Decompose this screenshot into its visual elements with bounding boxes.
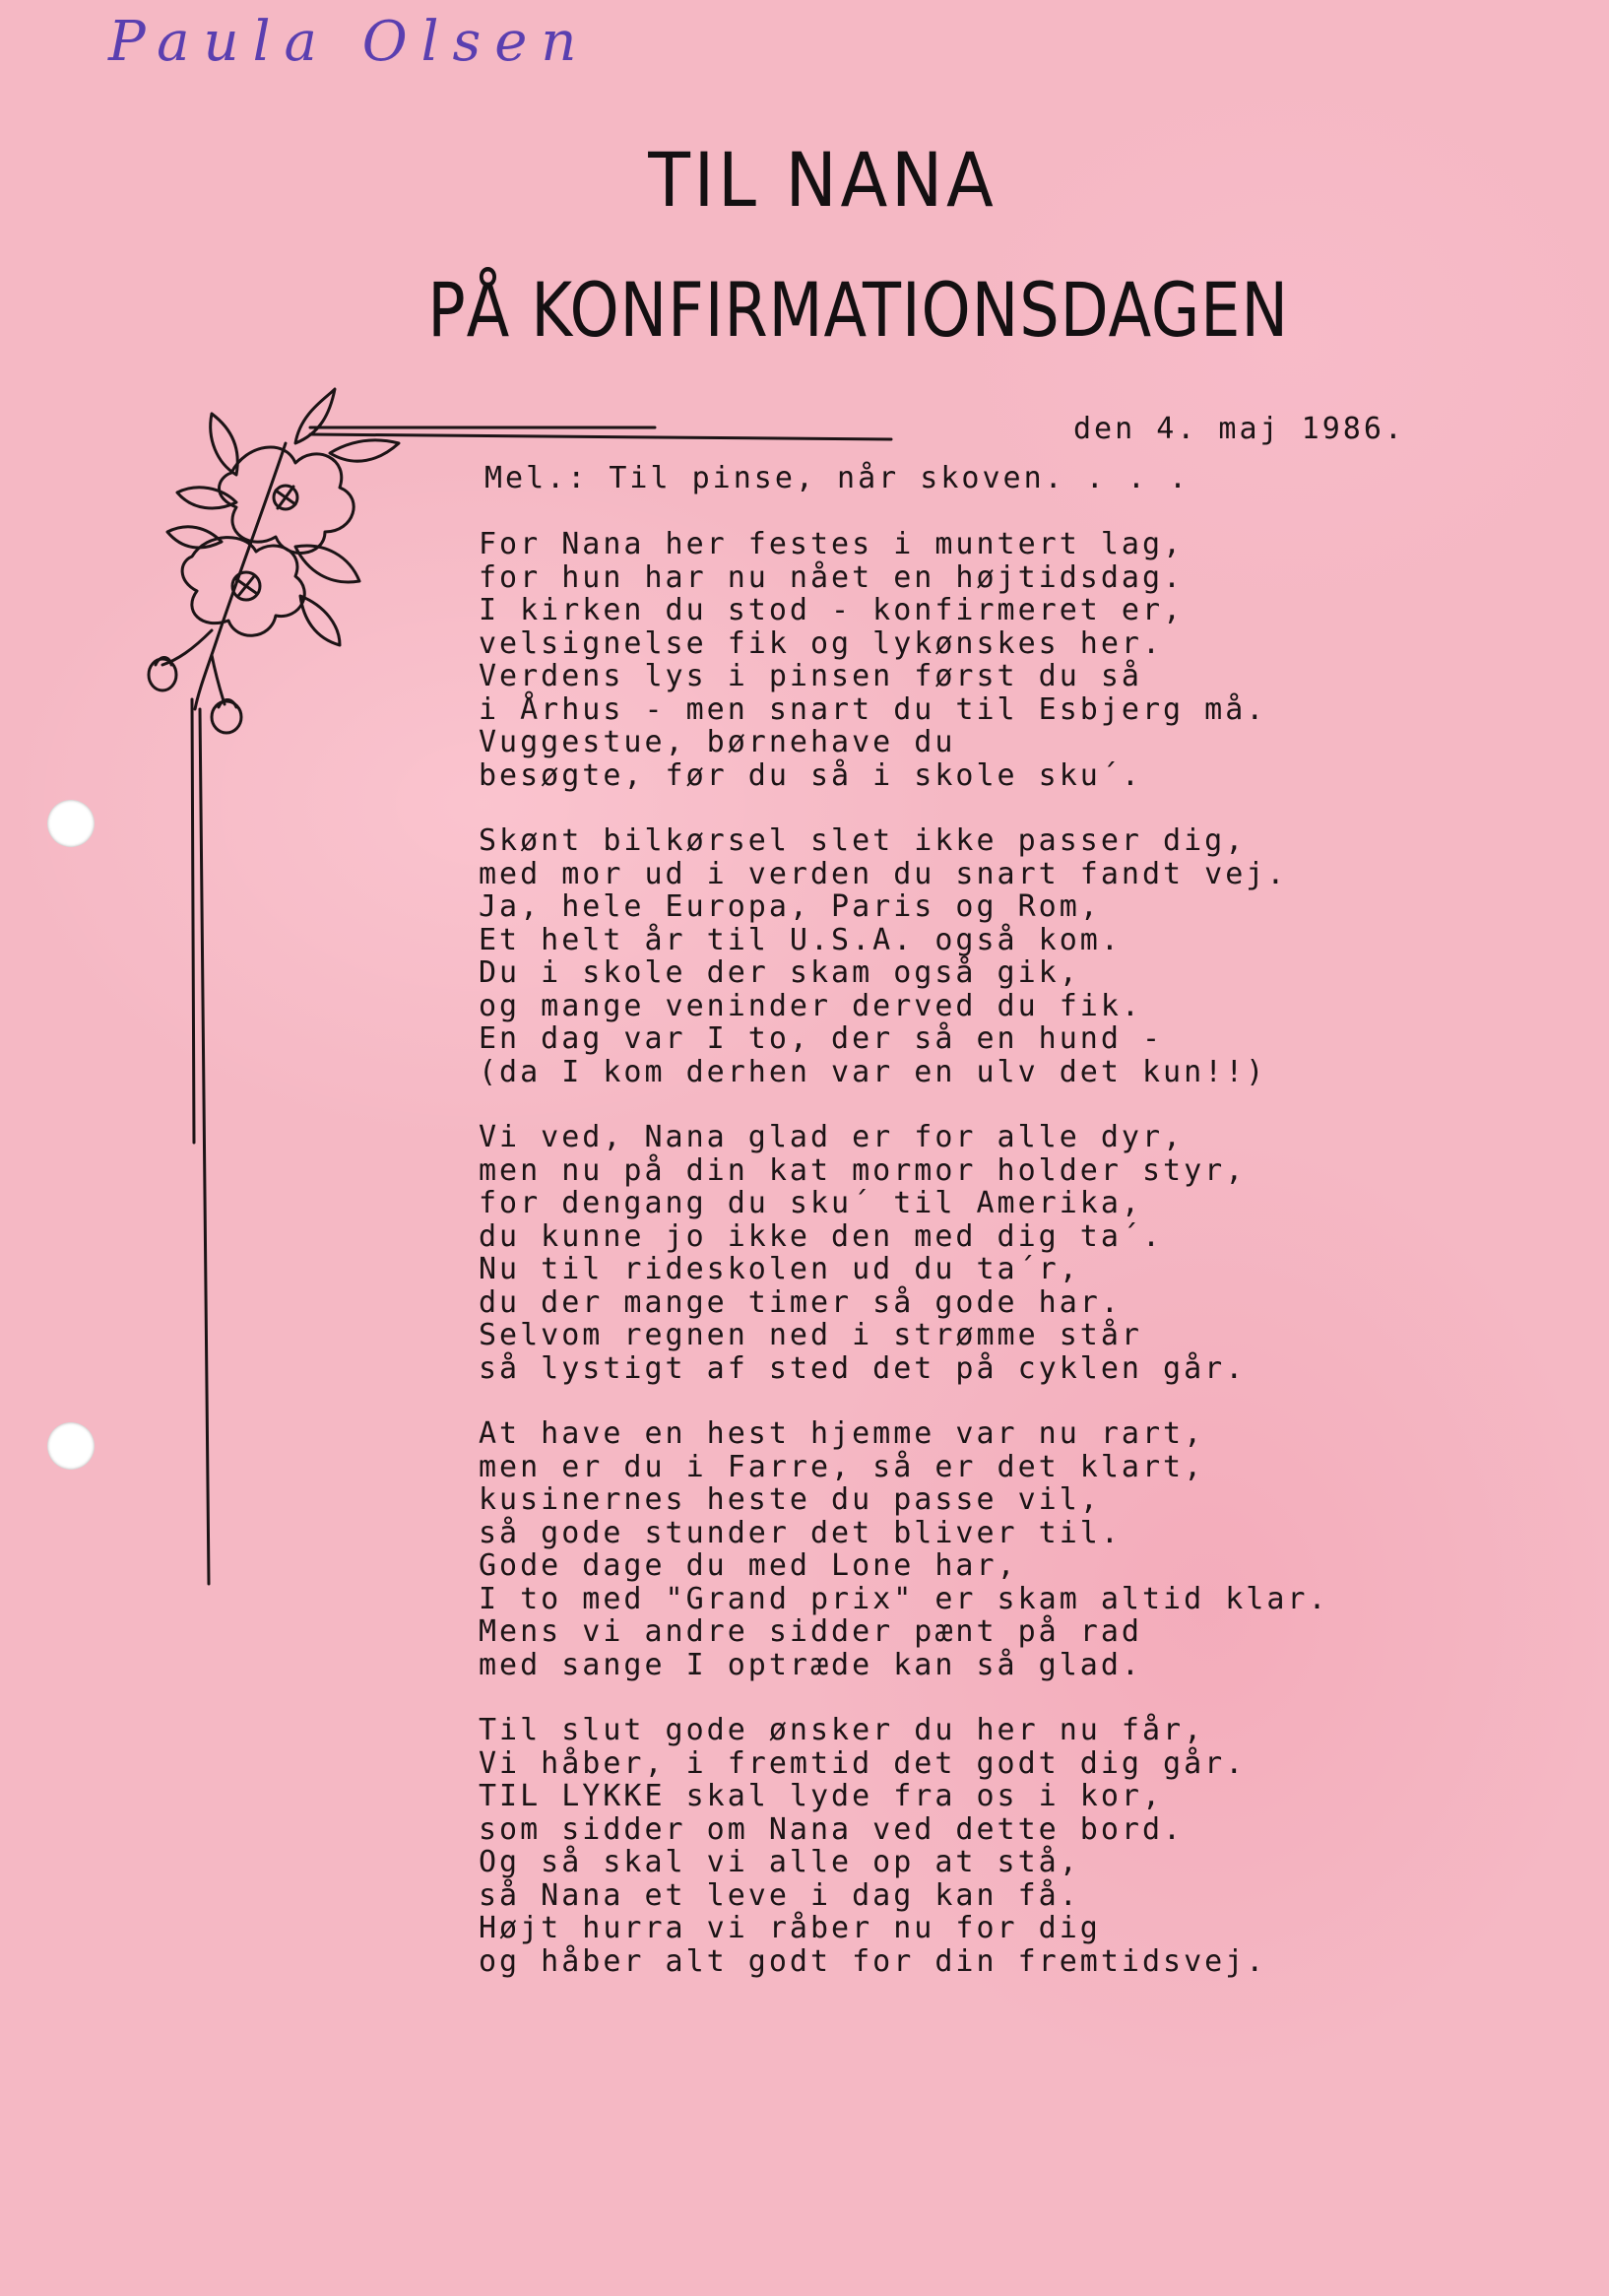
poem-line: Vi håber, i fremtid det godt dig går. <box>479 1745 1247 1781</box>
poem-line: kusinernes heste du passe vil, <box>479 1482 1101 1517</box>
poem-line: En dag var I to, der så en hund - <box>479 1021 1164 1056</box>
date-line: den 4. maj 1986. <box>1073 412 1405 446</box>
melody-line: Mel.: Til pinse, når skoven. . . . <box>484 461 1191 495</box>
poem-line: med mor ud i verden du snart fandt vej. <box>479 856 1288 891</box>
poem-line: Gode dage du med Lone har, <box>479 1548 1018 1583</box>
poem-line: Selvom regnen ned i strømme står <box>479 1318 1142 1352</box>
poem-line: Du i skole der skam også gik, <box>479 955 1080 990</box>
stanza-2 <box>479 824 1562 1088</box>
poem-line: At have en hest hjemme var nu rart, <box>479 1416 1205 1451</box>
poem-line: besøgte, før du så i skole sku´. <box>479 757 1142 793</box>
poem-line: (da I kom derhen var en ulv det kun!!) <box>479 1054 1267 1089</box>
poem-line: Ja, hele Europa, Paris og Rom, <box>479 889 1101 924</box>
poem-line: Nu til rideskolen ud du ta´r, <box>479 1252 1080 1286</box>
poem-line: men er du i Farre, så er det klart, <box>479 1449 1205 1484</box>
poem-line: I kirken du stod - konfirmeret er, <box>479 593 1185 627</box>
poem-line: TIL LYKKE skal lyde fra os i kor, <box>479 1779 1164 1813</box>
poem-line: så gode stunder det bliver til. <box>479 1515 1122 1550</box>
poem-line: du kunne jo ikke den med dig ta´. <box>479 1218 1164 1254</box>
poem-line: og håber alt godt for din fremtidsvej. <box>479 1943 1267 1979</box>
poem <box>479 528 1562 2010</box>
poem-line: I to med "Grand prix" er skam altid klar. <box>479 1581 1329 1616</box>
punch-hole-top <box>47 800 95 847</box>
stanza-5 <box>479 1714 1562 1978</box>
poem-line: i Århus - men snart du til Esbjerg må. <box>479 691 1267 727</box>
poem-line: Mens vi andre sidder pænt på rad <box>479 1614 1142 1649</box>
punch-hole-bottom <box>47 1422 95 1470</box>
poem-line: Vi ved, Nana glad er for alle dyr, <box>479 1120 1185 1154</box>
stanza-1 <box>479 528 1562 792</box>
stanza-3 <box>479 1121 1562 1385</box>
poem-line: Højt hurra vi råber nu for dig <box>479 1911 1101 1945</box>
handwritten-signature: Paula Olsen <box>108 10 591 74</box>
poem-line: Vuggestue, børnehave du <box>479 725 956 759</box>
poem-line: for hun har nu nået en højtidsdag. <box>479 559 1185 595</box>
poem-line: du der mange timer så gode har. <box>479 1284 1122 1320</box>
poem-line: Et helt år til U.S.A. også kom. <box>479 922 1122 957</box>
poem-line: med sange I optræde kan så glad. <box>479 1647 1142 1682</box>
poem-line: Og så skal vi alle op at stå, <box>479 1845 1080 1879</box>
poem-line: og mange veninder derved du fik. <box>479 988 1142 1023</box>
poem-line: Til slut gode ønsker du her nu får, <box>479 1713 1205 1747</box>
poem-line: velsignelse fik og lykønskes her. <box>479 625 1164 661</box>
poem-line: Verdens lys i pinsen først du så <box>479 659 1142 693</box>
stanza-4 <box>479 1417 1562 1681</box>
poem-line: som sidder om Nana ved dette bord. <box>479 1811 1185 1847</box>
page-title-line-2: PÅ KONFIRMATIONSDAGEN <box>427 266 1289 354</box>
poem-line: så Nana et leve i dag kan få. <box>479 1877 1080 1913</box>
poem-line: men nu på din kat mormor holder styr, <box>479 1152 1247 1188</box>
poem-line: For Nana her festes i muntert lag, <box>479 527 1185 561</box>
poem-line: for dengang du sku´ til Amerika, <box>479 1186 1142 1220</box>
poem-line: Skønt bilkørsel slet ikke passer dig, <box>479 823 1247 858</box>
page-title-line-1: TIL NANA <box>648 136 998 224</box>
poem-line: så lystigt af sted det på cyklen går. <box>479 1350 1247 1386</box>
